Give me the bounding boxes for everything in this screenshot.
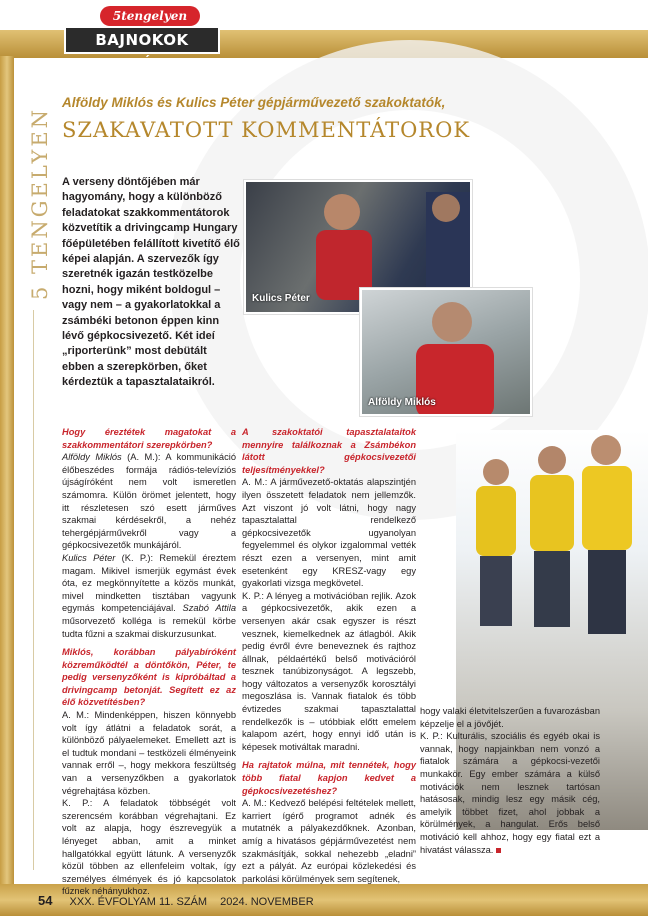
issue-info: XXX. ÉVFOLYAM 11. SZÁM [69,896,208,908]
article-lead: A verseny döntőjében már hagyomány, hogy a különböző feladatokat szakkommentátorok közvetítik a drivingcamp Hungary főépületében felállított kivetítő élő képei alapján. A szervezők így szeretnék igazán testközelbe hozni, hogy miként boldogul – vagy nem – a gyakorlatokkal a zsámbéki betonon éppen kinn lévő gépkocsivezető. Két ideí „riporterünk” most debütált ebben a szerepkörben, őket kérdeztük a tapasztalataikról. [62,176,240,389]
column-2 [242,426,416,885]
page-number: 54 [38,893,53,908]
logo-top-text: 5tengelyen [100,6,200,26]
answer-1b: Kulics Péter (K. P.): Remekül éreztem magam. Mikivel ismerjük egymást évek óta, ez megkönnyítette a közös munkát, mivel mindketten tisztában vagyunk egymás kompetenciájával. Szabó Attila műsorvezető kolléga is remekül körbe tudta fűzni a szakmai diskurzusunkat. [62,552,236,639]
photo2-caption: Alföldy Miklós [368,397,436,408]
answer-1: Alföldy Miklós (A. M.): A kommunikáció élőbeszédes formája rádiós-televíziós újságíróként nem volt ismeretlen számomra. Külön örömet jelentett, hogy itt részletesen szó esett járműves szakmai kérdésekről, a nehéz tehergépjárművekről vagy a gépkocsivezetők munkájáról. [62,452,236,551]
article-subtitle: Alföldy Miklós és Kulics Péter gépjárművezető szakoktatók, [62,95,446,110]
answer-3b: K. P.: A lényeg a motivációban rejlik. Azok a gépkocsivezetők, akik ezen a versenyen akár csak egyszer is részt vesznek, kiemelkednek az átlagból. Akik pedig évről évre beneveznek és rajthoz állnak, példaértékű belső motivációról tesznek tanúbizonyságot. A legszebb, hogy változatos a versenyzők korosztályi megoszlása is. Vannak fiatalok és több évtizedes szakmai tapasztalattal rendelkezők is – utóbbiak előtt emelem kalapom azért, hogy ennyi idő után is képesek motiváltak maradni. [242,590,416,752]
article-title: SZAKAVATOTT KOMMENTÁTOROK [62,118,471,142]
logo-main-text: BAJNOKOK LIGÁJA [64,26,220,54]
answer-4: A. M.: Kedvező belépési feltételek mellett, karriert ígérő programot adnék és mutatnék a pályakezdőknek. Azonban, amíg a hivatásos gépjárművezetést nem szakmásítják, sokkal nehezebb „eladni” ezt a pályát. Az európai közlekedési és parkolási körülmények sem segítenek, [242,798,416,884]
answer-2b: K. P.: A feladatok többségét volt szerencsém korábban végrehajtani. Ez volt az alapja, hogy észrevegyük a lényeget abban, amit a minket hallgatókkal együtt látunk. A versenyzők közül többen az ellenfeleim voltak, így személyes élmények és jó kapcsolatok fűznek néhányukhoz. [62,798,236,897]
answer-4b: K. P.: Kulturális, szociális és egyéb okai is vannak, hogy napjainkban nem vonzó a fiatalok számára a gépkocsi-vezetői munkakör. Egy ember számára a külső motivációk nem lesznek tartósan hatásosak, mindig lesz egy másik cég, amelyik többet fizet, ahol jobbak a körülmények, a hangulat. Erős belső motiváció kell ahhoz, hogy egy fiatal ezt a hivatást válassza. [420,731,600,855]
side-divider [33,310,34,870]
column-3 [420,705,600,856]
question-3: A szakoktatói tapasztalataitok mennyire találkoznak a Zsámbékon látott gépkocsivezetői teljesítményekkel? [242,427,416,475]
question-2: Miklós, korábban pályabíróként közreműködtél a döntőkön, Péter, te pedig versenyzőként is kipróbáltad a drivingcamp betonját. Segített ez az élő közvetítésben? [62,647,236,708]
end-mark-icon [496,848,501,853]
brand-logo [62,4,222,73]
answer-4-continued: hogy valaki életvitelszerűen a fuvarozásban képzelje el a jövőjét. [420,706,600,729]
section-vertical-title: 5 TENGELYEN [28,106,52,300]
footer [38,893,314,908]
photo1-caption: Kulics Péter [252,293,310,304]
question-4: Ha rajtatok múlna, mit tennétek, hogy több fiatal kapjon kedvet a gépkocsivezetéshez? [242,760,416,796]
column-1 [62,426,236,898]
answer-2: A. M.: Mindenképpen, hiszen könnyebb volt így átlátni a feladatok sorát, a különböző pályaelemeket. Emellett azt is el tudtuk mondani – testközeli élményeink vannak erről –, hogy mekkora feszültség van a versenyzőkben a gyakorlatok végrehajtása közben. [62,710,236,796]
question-1: Hogy éreztétek magatokat a szakkommentátori szerepkörben? [62,427,236,450]
answer-3: A. M.: A járművezető-oktatás alapszintjén ilyen összetett feladatok nem jellemzők. Azt viszont jó volt látni, hogy nagy tapasztalattal rendelkező gépkocsivezetők ugyanolyan fegyelemmel és olykor izgalommal vették részt ezen a versenyen, mint amit esetenként egy KRESZ-vagy egy gyakorlati vizsga megkövetel. [242,477,416,589]
photo-alfoldy-miklos [360,288,532,416]
left-band [0,56,14,886]
issue-date: 2024. NOVEMBER [220,896,314,908]
